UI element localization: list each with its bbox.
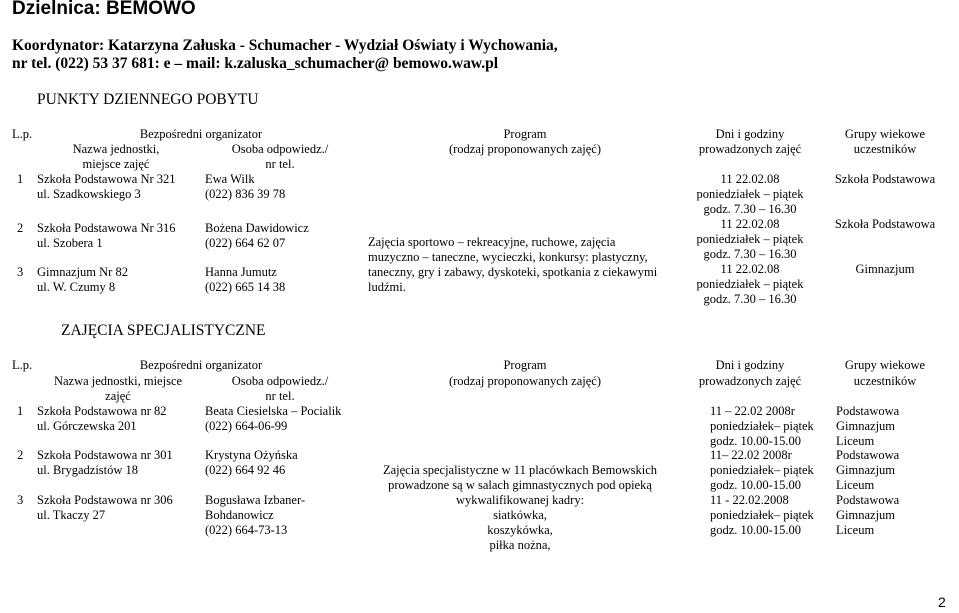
header-unit-2: zajęć — [105, 389, 131, 403]
header-age-2: uczestników — [853, 142, 917, 156]
row-weekdays: poniedziałek– piątek — [710, 463, 814, 477]
row-weekdays: poniedziałek – piątek — [696, 277, 804, 291]
header-days-2: prowadzonych zajęć — [698, 374, 802, 388]
header-unit: Nazwa jednostki, — [72, 142, 160, 156]
section-title-specialist-classes: ZAJĘCIA SPECJALISTYCZNE — [61, 322, 266, 339]
program-line: siatkówka, — [493, 508, 547, 522]
row-age-group: Liceum — [836, 478, 875, 492]
row-phone: (022) 665 14 38 — [205, 280, 286, 294]
row-age-group: Gimnazjum — [855, 262, 915, 276]
row-weekdays: poniedziałek– piątek — [710, 508, 814, 522]
header-age: Grupy wiekowe — [844, 358, 926, 372]
row-unit-name: Szkoła Podstawowa Nr 316 — [37, 221, 176, 235]
row-unit-name: Szkoła Podstawowa nr 301 — [37, 448, 173, 462]
row-person: Hanna Jumutz — [205, 265, 277, 279]
header-person-2: nr tel. — [265, 389, 295, 403]
row-dates: 11 22.02.08 — [720, 217, 780, 231]
row-dates: 11– 22.02 2008r — [710, 448, 792, 462]
header-age: Grupy wiekowe — [844, 127, 926, 141]
program-line: Zajęcia specjalistyczne w 11 placówkach Bemowskich — [382, 463, 658, 477]
header-program-2: (rodzaj proponowanych zajęć) — [448, 142, 601, 156]
row-age-group: Gimnazjum — [836, 508, 896, 522]
row-age-group: Podstawowa — [836, 404, 900, 418]
header-person: Osoba odpowiedz./ — [231, 374, 329, 388]
row-unit-name: Szkoła Podstawowa nr 82 — [37, 404, 167, 418]
row-hours: godz. 7.30 – 16.30 — [703, 247, 797, 261]
program-line: muzyczno – taneczne, wycieczki, konkursy: plastyczny, — [368, 250, 648, 264]
row-age-group: Liceum — [836, 434, 875, 448]
section-title-daily-points: PUNKTY DZIENNEGO POBYTU — [37, 91, 259, 108]
row-dates: 11 - 22.02.2008 — [710, 493, 789, 507]
row-phone: (022) 836 39 78 — [205, 187, 286, 201]
row-weekdays: poniedziałek– piątek — [710, 419, 814, 433]
row-age-group: Gimnazjum — [836, 463, 896, 477]
row-person: Bożena Dawidowicz — [205, 221, 309, 235]
row-unit-address: ul. Górczewska 201 — [37, 419, 137, 433]
row-lp: 2 — [17, 448, 24, 462]
header-program: Program — [503, 127, 547, 141]
program-line: taneczny, gry i zabawy, dyskoteki, spotkania z ciekawymi — [368, 265, 658, 279]
row-age-group: Szkoła Podstawowa — [834, 172, 936, 186]
row-hours: godz. 10.00-15.00 — [710, 478, 801, 492]
row-phone: (022) 664 92 46 — [205, 463, 286, 477]
header-days: Dni i godziny — [715, 127, 785, 141]
row-person: Bogusława Izbaner- — [205, 493, 306, 507]
header-unit: Nazwa jednostki, miejsce — [53, 374, 183, 388]
header-person-2: nr tel. — [265, 157, 295, 171]
row-age-group: Szkoła Podstawowa — [834, 217, 936, 231]
header-unit-2: miejsce zajęć — [82, 157, 150, 171]
row-lp: 3 — [17, 493, 24, 507]
row-person: Krystyna Ożyńska — [205, 448, 298, 462]
program-line: koszykówka, — [487, 523, 553, 537]
row-unit-address: ul. W. Czumy 8 — [37, 280, 116, 294]
row-unit-name: Gimnazjum Nr 82 — [37, 265, 128, 279]
coordinator-line-1: Koordynator: Katarzyna Załuska - Schumacher - Wydział Oświaty i Wychowania, — [12, 37, 558, 54]
row-lp: 1 — [17, 404, 24, 418]
row-phone: (022) 664-73-13 — [205, 523, 288, 537]
header-days: Dni i godziny — [715, 358, 785, 372]
row-phone: (022) 664 62 07 — [205, 236, 286, 250]
row-age-group: Gimnazjum — [836, 419, 896, 433]
row-hours: godz. 7.30 – 16.30 — [703, 202, 797, 216]
header-person: Osoba odpowiedz./ — [231, 142, 329, 156]
row-age-group: Podstawowa — [836, 493, 900, 507]
header-lp: L.p. — [12, 358, 33, 372]
row-hours: godz. 10.00-15.00 — [710, 523, 801, 537]
coordinator-line-2: nr tel. (022) 53 37 681: e – mail: k.zaluska_schumacher@ bemowo.waw.pl — [12, 55, 499, 72]
row-hours: godz. 7.30 – 16.30 — [703, 292, 797, 306]
header-program-2: (rodzaj proponowanych zajęć) — [448, 374, 601, 388]
page-number: 2 — [938, 594, 946, 610]
header-days-2: prowadzonych zajęć — [698, 142, 802, 156]
page-title: Dzielnica: BEMOWO — [12, 0, 196, 19]
row-lp: 1 — [17, 172, 24, 186]
row-phone: (022) 664-06-99 — [205, 419, 288, 433]
row-person: Ewa Wilk — [205, 172, 255, 186]
program-line: wykwalifikowanej kadry: — [455, 493, 585, 507]
row-unit-name: Szkoła Podstawowa Nr 321 — [37, 172, 176, 186]
row-lp: 2 — [17, 221, 24, 235]
row-unit-address: ul. Szobera 1 — [37, 236, 103, 250]
row-hours: godz. 10.00-15.00 — [710, 434, 801, 448]
header-lp: L.p. — [12, 127, 33, 141]
row-unit-address: ul. Tkaczy 27 — [37, 508, 106, 522]
row-dates: 11 22.02.08 — [720, 172, 780, 186]
program-line: prowadzone są w salach gimnastycznych pod opieką — [388, 478, 652, 492]
row-dates: 11 – 22.02 2008r — [710, 404, 795, 418]
header-organizer: Bezpośredni organizator — [139, 127, 263, 141]
header-program: Program — [503, 358, 547, 372]
header-age-2: uczestników — [853, 374, 917, 388]
row-unit-name: Szkoła Podstawowa nr 306 — [37, 493, 173, 507]
header-organizer: Bezpośredni organizator — [139, 358, 263, 372]
program-line: ludźmi. — [368, 280, 406, 294]
row-weekdays: poniedziałek – piątek — [696, 232, 804, 246]
row-dates: 11 22.02.08 — [720, 262, 780, 276]
row-unit-address: ul. Brygadzistów 18 — [37, 463, 139, 477]
row-person: Beata Ciesielska – Pocialik — [205, 404, 342, 418]
row-person-cont: Bohdanowicz — [205, 508, 274, 522]
program-line: piłka nożna, — [489, 538, 551, 552]
row-unit-address: ul. Szadkowskiego 3 — [37, 187, 141, 201]
row-weekdays: poniedziałek – piątek — [696, 187, 804, 201]
row-age-group: Liceum — [836, 523, 875, 537]
row-age-group: Podstawowa — [836, 448, 900, 462]
program-line: Zajęcia sportowo – rekreacyjne, ruchowe, zajęcia — [368, 235, 616, 249]
row-lp: 3 — [17, 265, 24, 279]
